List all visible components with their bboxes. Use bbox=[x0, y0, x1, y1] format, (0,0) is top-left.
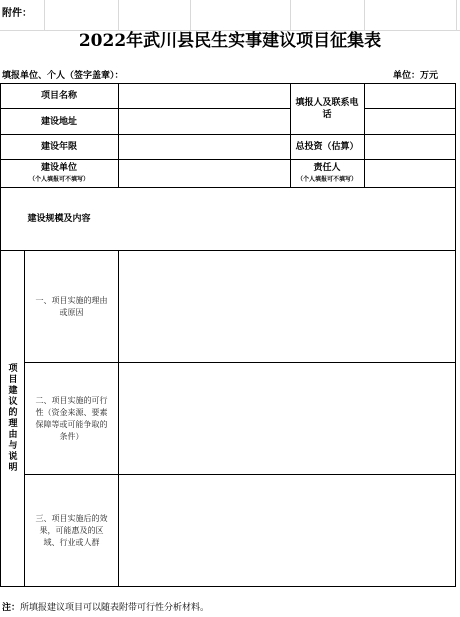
reason-field-2[interactable] bbox=[119, 363, 456, 474]
responsible-field[interactable] bbox=[365, 160, 456, 187]
reason-field-1[interactable] bbox=[119, 251, 456, 362]
reason-label-3: 三、项目实施后的效果，可能惠及的区域、行业或人群 bbox=[35, 513, 108, 547]
location-field[interactable] bbox=[119, 109, 290, 134]
footer-note-text: 所填报建议项目可以随表附带可行性分析材料。 bbox=[20, 603, 210, 613]
reason-label-2: 二、项目实施的可行性（资金来源、要素保障等或可能争取的条件） bbox=[35, 395, 108, 441]
scale-content-field[interactable] bbox=[119, 188, 456, 250]
contact-person-field[interactable] bbox=[365, 84, 456, 134]
builder-label-note: （个人填报可不填写） bbox=[28, 175, 89, 183]
total-investment-field[interactable] bbox=[365, 135, 456, 159]
responsible-label-note: （个人填报可不填写） bbox=[296, 175, 357, 183]
footer-note bbox=[2, 600, 209, 613]
page-title: 2022年武川县民生实事建议项目征集表 bbox=[78, 31, 382, 51]
total-investment-label: 总投资（估算） bbox=[295, 142, 359, 152]
location-label: 建设地址 bbox=[40, 116, 77, 127]
responsible-label-text: 责任人 bbox=[313, 162, 341, 173]
period-field[interactable] bbox=[119, 135, 290, 159]
project-name-field[interactable] bbox=[119, 84, 290, 108]
reason-field-3[interactable] bbox=[119, 475, 456, 586]
reason-section-label bbox=[0, 250, 24, 586]
responsible-label bbox=[290, 160, 364, 187]
footer-note-label: 注： bbox=[2, 603, 21, 613]
builder-label bbox=[0, 160, 118, 187]
period-label: 建设年限 bbox=[40, 142, 77, 152]
builder-label-text: 建设单位 bbox=[40, 162, 77, 173]
contact-person-label: 填报人及联系电话 bbox=[295, 98, 359, 120]
attachment-label: 附件： bbox=[2, 8, 32, 19]
applicant-label: 填报单位、个人（签字盖章）： bbox=[2, 71, 124, 81]
scale-content-label: 建设规模及内容 bbox=[27, 214, 91, 224]
unit-label: 单位：万元 bbox=[392, 71, 438, 81]
reason-label-1: 一、项目实施的理由或原因 bbox=[35, 295, 108, 317]
reason-section-text: 项目建议的理由与说明 bbox=[6, 363, 17, 473]
project-name-label: 项目名称 bbox=[40, 91, 77, 101]
builder-field[interactable] bbox=[119, 160, 290, 187]
